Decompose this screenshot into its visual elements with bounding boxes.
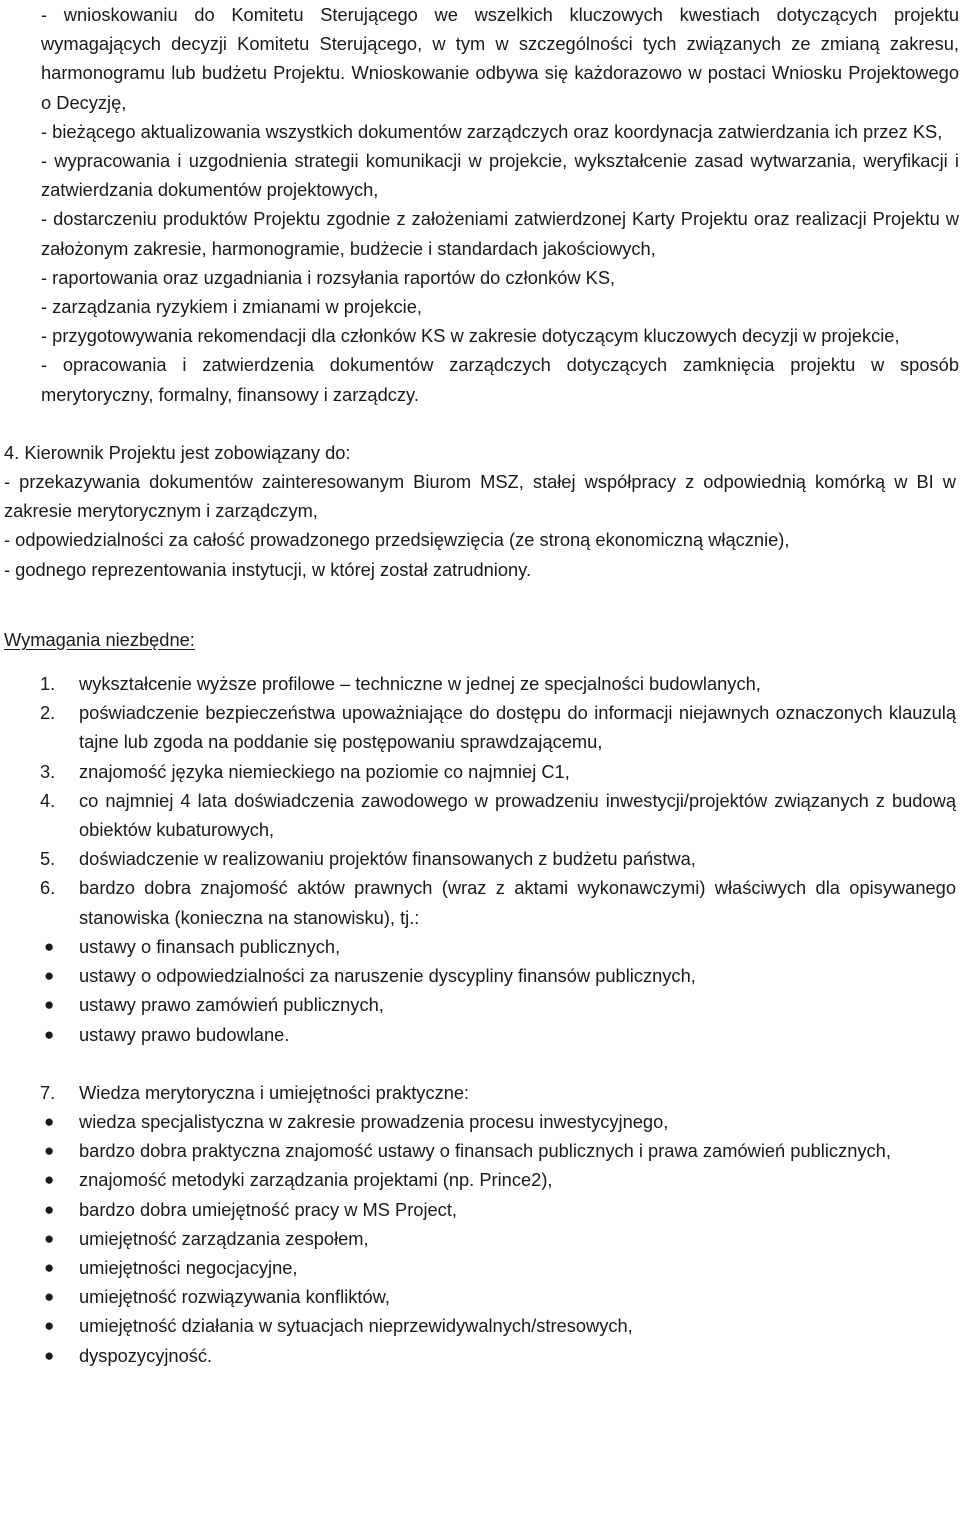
dash-item: - zarządzania ryzykiem i zmianami w projekcie, — [41, 296, 422, 318]
item-text: wiedza specjalistyczna w zakresie prowadzenia procesu inwestycyjnego, — [79, 1110, 669, 1132]
item-number: 4. — [40, 789, 56, 811]
bullet-icon: ● — [44, 1141, 55, 1161]
requirements-list — [4, 669, 956, 932]
bullet-icon: ● — [44, 966, 55, 986]
requirements-list-continued — [4, 1078, 956, 1107]
item-text: umiejętność zarządzania zespołem, — [79, 1227, 369, 1249]
item-text: bardzo dobra praktyczna znajomość ustawy o finansach publicznych i prawa zamówień publicznych, — [79, 1140, 891, 1162]
item-text: umiejętność działania w sytuacjach nieprzewidywalnych/stresowych, — [79, 1315, 633, 1337]
law-item — [4, 990, 956, 1019]
skill-item — [4, 1195, 956, 1224]
dash-item: - opracowania i zatwierdzenia dokumentów zarządczych dotyczących zamknięcia projektu w sposób merytoryczny, formalny, finansowy i zarządczy. — [41, 354, 959, 405]
dash-item: - raportowania oraz uzgadniania i rozsyłania raportów do członków KS, — [41, 266, 616, 288]
item-text: poświadczenie bezpieczeństwa upoważniające do dostępu do informacji niejawnych oznaczonych klauzulą tajne lub zgoda na poddanie się postępowaniu sprawdzającemu, — [79, 702, 956, 753]
item-text: ustawy prawo budowlane. — [79, 1023, 290, 1045]
spacer — [4, 1049, 956, 1078]
skill-item — [4, 1136, 956, 1165]
dash-item: - wypracowania i uzgodnienia strategii komunikacji w projekcie, wykształcenie zasad wytwarzania, weryfikacji i zatwierdzania dokumentów projektowych, — [41, 150, 959, 201]
requirement-item — [4, 669, 956, 698]
item-text: wykształcenie wyższe profilowe – techniczne w jednej ze specjalności budowlanych, — [79, 673, 761, 695]
skill-item — [4, 1341, 956, 1370]
laws-list — [4, 932, 956, 1049]
bullet-icon: ● — [44, 936, 55, 956]
requirement-item — [4, 786, 956, 844]
item-text: umiejętność rozwiązywania konfliktów, — [79, 1286, 390, 1308]
bullet-icon: ● — [44, 1111, 55, 1131]
requirement-item — [4, 757, 956, 786]
item-text: co najmniej 4 lata doświadczenia zawodowego w prowadzeniu inwestycji/projektów związanych z budową obiektów kubaturowych, — [79, 789, 956, 841]
item-text: bardzo dobra umiejętność pracy w MS Project, — [79, 1198, 457, 1220]
section-4 — [4, 438, 956, 584]
skill-item — [4, 1282, 956, 1311]
bullet-icon: ● — [44, 995, 55, 1015]
section-4-heading: 4. Kierownik Projektu jest zobowiązany do: — [4, 441, 351, 463]
item-number: 5. — [40, 848, 56, 870]
duty-item: - godnego reprezentowania instytucji, w której został zatrudniony. — [4, 558, 532, 580]
item-text: bardzo dobra znajomość aktów prawnych (wraz z aktami wykonawczymi) właściwych dla opisywanego stanowiska (konieczna na stanowisku), tj.: — [79, 877, 956, 928]
skills-list — [4, 1107, 956, 1370]
law-item — [4, 1020, 956, 1049]
requirements-heading: Wymagania niezbędne: — [4, 628, 195, 650]
skill-item — [4, 1224, 956, 1253]
item-text: znajomość języka niemieckiego na poziomie co najmniej C1, — [79, 760, 570, 782]
bullet-icon: ● — [44, 1287, 55, 1307]
item-text: dyspozycyjność. — [79, 1344, 213, 1366]
duty-item: - przekazywania dokumentów zainteresowanym Biurom MSZ, stałej współpracy z odpowiednią komórką w BI w zakresie merytorycznym i zarządczym, — [4, 471, 956, 522]
duty-item: - odpowiedzialności za całość prowadzonego przedsięwzięcia (ze stroną ekonomiczną włącznie), — [4, 529, 790, 551]
requirement-item — [4, 698, 956, 756]
bullet-icon: ● — [44, 1345, 55, 1365]
bullet-icon: ● — [44, 1228, 55, 1248]
item-text: umiejętności negocjacyjne, — [79, 1256, 298, 1278]
bullet-icon: ● — [44, 1316, 55, 1336]
item-text: znajomość metodyki zarządzania projektami (np. Prince2), — [79, 1169, 553, 1191]
bullet-icon: ● — [44, 1170, 55, 1190]
item-text: ustawy o odpowiedzialności za naruszenie dyscypliny finansów publicznych, — [79, 965, 696, 987]
skill-item — [4, 1253, 956, 1282]
item-text: doświadczenie w realizowaniu projektów finansowanych z budżetu państwa, — [79, 848, 696, 870]
dash-item: - dostarczeniu produktów Projektu zgodnie z założeniami zatwierdzonej Karty Projektu oraz realizacji Projektu w założonym zakresie, harmonogramie, budżecie i standardach jakościowych, — [41, 208, 959, 259]
duties-list — [4, 467, 956, 584]
requirement-item — [4, 1078, 956, 1107]
item-text: ustawy prawo zamówień publicznych, — [79, 994, 384, 1016]
requirement-item — [4, 873, 956, 931]
item-number: 7. — [40, 1081, 56, 1103]
skill-item — [4, 1107, 956, 1136]
requirement-item — [4, 844, 956, 873]
responsibilities-continued — [41, 0, 959, 409]
item-text: Wiedza merytoryczna i umiejętności praktyczne: — [79, 1081, 470, 1103]
bullet-icon: ● — [44, 1024, 55, 1044]
item-number: 3. — [40, 760, 56, 782]
law-item — [4, 932, 956, 961]
item-text: ustawy o finansach publicznych, — [79, 935, 341, 957]
dash-item: - przygotowywania rekomendacji dla członków KS w zakresie dotyczącym kluczowych decyzji w projekcie, — [41, 325, 900, 347]
law-item — [4, 961, 956, 990]
item-number: 2. — [40, 702, 56, 724]
dash-item: - wnioskowaniu do Komitetu Sterującego we wszelkich kluczowych kwestiach dotyczących projektu wymagających decyzji Komitetu Sterującego, w tym w szczególności tych związanych ze zmianą zakresu, harmonogramu lub budżetu Projektu. Wnioskowanie odbywa się każdorazowo w postaci Wniosku Projektowego o Decyzję, — [41, 4, 959, 113]
skill-item — [4, 1165, 956, 1194]
item-number: 6. — [40, 877, 56, 899]
item-number: 1. — [40, 673, 56, 695]
bullet-icon: ● — [44, 1199, 55, 1219]
skill-item — [4, 1311, 956, 1340]
dash-item: - bieżącego aktualizowania wszystkich dokumentów zarządczych oraz koordynacja zatwierdzania ich przez KS, — [41, 120, 943, 142]
bullet-icon: ● — [44, 1257, 55, 1277]
